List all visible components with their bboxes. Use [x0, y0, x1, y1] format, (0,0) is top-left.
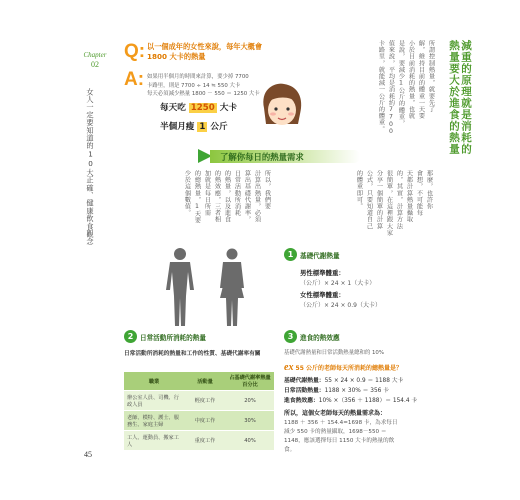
table-row	[124, 391, 274, 411]
example-text: 55 公斤的老師每天所消耗的總熱量是？	[295, 365, 402, 372]
table-cell: 工人、運動員、搬家工人	[124, 431, 184, 451]
answer-line: 每天必須減少熱量 1800 － 550 ＝ 1250 大卡	[147, 91, 260, 98]
female-formula: （公斤）× 24 × 0.9（大卡）	[300, 302, 381, 309]
table-cell: 重度工作	[184, 431, 226, 451]
monthly-prefix: 半個月瘦	[160, 122, 195, 132]
table-cell: 老師、模特、護士、服務生、家庭主婦	[124, 411, 184, 431]
daily-calorie-callout	[160, 101, 237, 113]
table-header: 活動量	[184, 372, 226, 391]
table-row	[124, 431, 274, 451]
middle-col-line: 會想，不可能每	[415, 170, 423, 217]
daily-suffix: 大卡	[219, 103, 237, 113]
table-cell: 40%	[226, 431, 274, 451]
right-col-line: 卡路里，就能減一公斤的體重。	[377, 40, 385, 133]
section2-title: 日常活動所消耗的熱量	[140, 334, 206, 342]
calc-label: 基礎代謝熱量：	[284, 378, 325, 384]
table-cell: 辦公室人員、司機、行政人員	[124, 391, 184, 411]
section-title: 了解你每日的熱量需求	[220, 152, 304, 162]
middle-col-line: 計算出熱量，必須	[253, 170, 261, 223]
question-text: 以一個成年的女性來說，每年大概會 1800 大卡的熱量	[147, 42, 263, 61]
section-header	[196, 148, 364, 164]
middle-col-line: 的，其實，計算方法	[395, 170, 403, 230]
female-silhouette	[220, 249, 244, 327]
answer-marker: A:	[124, 69, 145, 90]
middle-col-line: 少於這個數值。	[183, 170, 191, 217]
middle-col-line: 算出基礎代謝率，	[243, 170, 251, 223]
result-text: 1188 ＋ 356 ＋ 154.4=1698 卡，為求每日減少 550 卡的熱量攝取，1698－550 ＝ 1148，應該選擇每日 1150 大卡的熱量的飲食。	[284, 420, 398, 453]
answer-line: 如果用半個月的時間來計算，要少掉 7700	[147, 74, 249, 80]
male-formula: （公斤）× 24 × 1（大卡）	[300, 280, 376, 287]
right-col-line: 小於目前消耗的熱量，也就	[407, 40, 415, 120]
section1-title: 基礎代謝熱量	[300, 252, 340, 260]
body-silhouettes-illustration	[150, 246, 262, 328]
middle-col-line: 分享一個簡單的計算	[375, 170, 383, 230]
male-silhouette	[166, 248, 194, 326]
middle-col-line: 加就是每日所需	[203, 170, 211, 217]
daily-value: 1250	[190, 103, 215, 113]
middle-col-line: 天都計算熱量攝取	[405, 170, 413, 223]
right-col-line: 解，維持目前的體重一天要	[417, 40, 425, 120]
table-header-row	[124, 372, 274, 391]
calc-value: 1188 × 30% ＝ 356 卡	[324, 388, 389, 394]
monthly-suffix: 公斤	[210, 122, 228, 132]
middle-col-line: 的體重即可。	[355, 170, 363, 210]
page-number: 45	[84, 450, 92, 459]
question-marker: Q:	[124, 41, 146, 62]
middle-col-line: 公式，只要知道自己	[365, 170, 373, 230]
chapter-number: 02	[91, 59, 99, 69]
calc-line	[284, 385, 389, 394]
middle-col-line: 很簡單，在這裡跟大家	[385, 170, 393, 236]
table-cell: 20%	[226, 391, 274, 411]
section3-description: 基礎代謝熱量和日常活動熱量總和的 10%	[284, 350, 384, 356]
monthly-value: 1	[199, 122, 206, 132]
daily-prefix: 每天吃	[160, 103, 186, 113]
table-header: 職業	[124, 372, 184, 391]
right-green-title: 減重的原理就是消耗的熱量要大於進食的熱量	[448, 40, 472, 155]
middle-col-line: 日常活動所消耗	[233, 170, 241, 217]
table-row	[124, 411, 274, 431]
example-question	[284, 362, 402, 373]
right-col-line: 是說，要減少1公斤的體重，	[397, 40, 405, 127]
calc-label: 日常活動熱量：	[284, 388, 325, 394]
section2-description: 日常活動所消耗的熱量和工作的性質、基礎代謝率有關	[124, 351, 261, 357]
calc-line	[284, 375, 403, 384]
table-cell: 中度工作	[184, 411, 226, 431]
calc-value: 55 × 24 × 0.9 ＝ 1188 大卡	[324, 378, 404, 384]
table-cell: 輕度工作	[184, 391, 226, 411]
section3-title: 進食的熱效應	[300, 334, 340, 342]
example-marker: ex	[284, 362, 294, 373]
middle-col-line: 所以，我們要	[263, 170, 271, 210]
middle-col-line: 的熱效應，三者相	[213, 170, 221, 223]
calc-label: 進食熱效應：	[284, 398, 319, 404]
chapter-label: Chapter	[83, 51, 107, 59]
male-weight-label: 男性標準體重：	[300, 269, 345, 277]
woman-face-illustration	[254, 80, 310, 132]
section-number-3: 3	[284, 330, 297, 343]
activity-table	[124, 372, 274, 451]
right-col-line: 值來說，平均是消耗約7700	[387, 40, 395, 136]
middle-col-line: 的熱量，以及進食	[223, 170, 231, 223]
table-cell: 30%	[226, 411, 274, 431]
middle-col-line: 的總熱量，1天要	[193, 170, 201, 224]
section-number-2: 2	[124, 330, 137, 343]
answer-line: 卡路里，則是 7700 ÷ 14 ≒ 550 大卡	[147, 82, 241, 89]
female-weight-label: 女性標準體重：	[300, 291, 345, 299]
calc-value: 10% ×（356 ＋ 1188）＝ 154.4 卡	[318, 398, 418, 404]
middle-col-line: 那麼，也許你	[425, 170, 433, 210]
section-number-1: 1	[284, 248, 297, 261]
table-header: 占基礎代謝率熱量百分比	[226, 372, 274, 391]
chapter-vertical-title: 女人一定要知道的10大正確、健康飲食觀念	[86, 88, 95, 246]
monthly-weight-callout	[160, 120, 228, 132]
calc-line	[284, 395, 417, 404]
result-label: 所以，這個女老師每天的熱量需求為：	[284, 410, 387, 417]
right-col-line: 所謂控制熱量，就要先了	[427, 40, 435, 113]
chapter-tab	[80, 52, 110, 69]
